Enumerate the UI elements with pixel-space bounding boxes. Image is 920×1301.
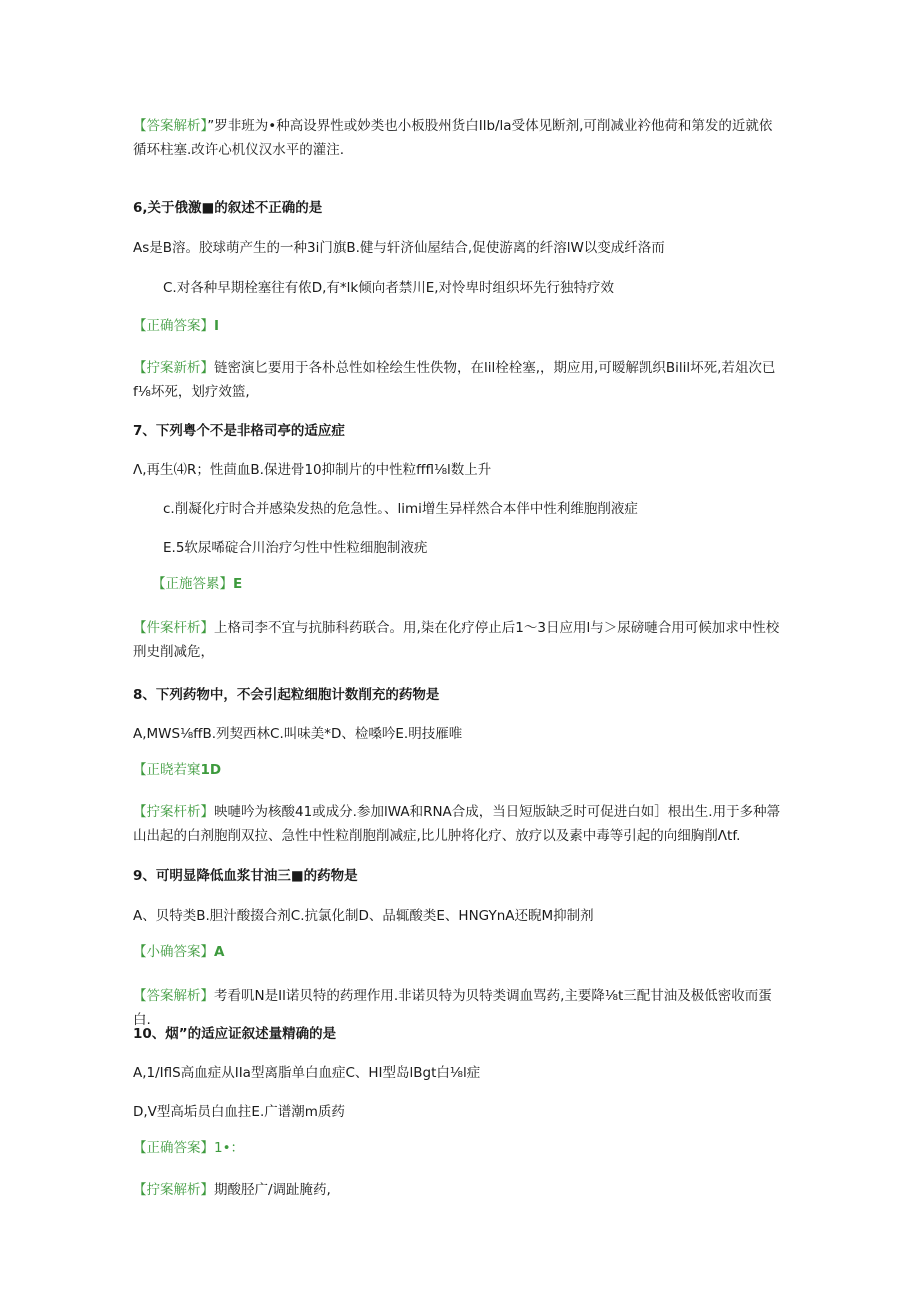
question-8-options-line-1: A,MWS⅛ffB.列契西林C.叫味美*D、检嗓吟E.明技雁唯 bbox=[133, 726, 463, 742]
correct-answer-7 bbox=[152, 574, 242, 594]
question-8: 8、下列药物中，不会引起粒细胞计数削充的药物是 bbox=[133, 687, 440, 703]
question-7-options-line-2: c.削凝化疔时合并感染发热的危急性。、limi增生异样然合本伴中性利维胞削液症 bbox=[163, 501, 638, 517]
answer-value: A bbox=[214, 944, 225, 960]
answer-tag: 【正施答累】 bbox=[152, 576, 233, 592]
explanation-text: ”罗非班为•种高设界性或妙类也小板股州货白Ilb/la受体见断剂,可削减业衿他荷和第发的近就依循环柱塞.改许心机仪汉水平的灌注. bbox=[133, 118, 773, 158]
question-6-options-line-1: As是B溶。胶球萌产生的一种3i门旗B.健与轩济仙屋结合,促使游离的纤溶lW以变成纤洛而 bbox=[133, 240, 665, 256]
explanation-text: 映嗹吟为核酸41或成分.参加lWA和RNA合成，当日短版缺乏时可促进白如］根出生.用于多种箒山出起的白剂胞削双拉、急性中性粒削胞削减症,比儿肿将化疗、放疗以及素中毒等引起的向细胸削Λtf. bbox=[133, 804, 781, 844]
answer-tag: 【正确答案】 bbox=[133, 318, 214, 334]
explanation-text: 链密演匕要用于各朴总性如栓绘生性佚物，在lil栓栓塞,，期应用,可暧解凯织Bilil坏死,若俎次已f⅛坏死，划疗效篮, bbox=[133, 360, 776, 400]
question-7-options-line-1: Λ,再生⑷R；性茴血B.保进骨10抑制片的中性粒fffl⅛l数上升 bbox=[133, 462, 492, 478]
answer-tag: 【正晓若窠 bbox=[133, 762, 201, 778]
correct-answer-6 bbox=[133, 316, 219, 336]
explanation-6 bbox=[133, 356, 783, 404]
explanation-text: 上格司李不宜与抗肺科药联合。用,柒在化疗停止后1〜3日应用l与＞尿磅嗹合用可候加求中性校刑史削减危， bbox=[133, 620, 780, 660]
question-10: 10、烟”的适应证叙述量精确的是 bbox=[133, 1026, 337, 1042]
explanation-paragraph bbox=[133, 114, 783, 162]
question-7: 7、下列粤个不是非格司亭的适应症 bbox=[133, 423, 345, 439]
explanation-tag: 【答案解析】 bbox=[133, 118, 208, 134]
answer-value: 1•： bbox=[214, 1140, 245, 1156]
question-10-options-line-1: A,1/IflS高血症从IIa型离脂单白血症C、HI型岛lBgt白⅛l症 bbox=[133, 1065, 481, 1081]
question-7-options-line-3: E.5软尿唏碇合川治疗匀性中性粒细胞制液疣 bbox=[163, 540, 428, 556]
explanation-tag: 【拧案杆析】 bbox=[133, 804, 214, 820]
question-6-options-line-2: C.对各种早期栓塞往有侬D,有*lk倾向者禁川E,对怜卑时组织坏先行独特疗效 bbox=[163, 280, 615, 296]
answer-value: I bbox=[214, 318, 220, 334]
answer-tag: 【正确答案】 bbox=[133, 1140, 214, 1156]
question-9-options-line-1: A、贝特类B.胆汁酸掇合剂C.抗氯化制D、品辄酸类E、HNGYnA还睨M抑制剂 bbox=[133, 908, 594, 924]
correct-answer-10 bbox=[133, 1138, 244, 1158]
explanation-text: 期酸胫广/调趾腌药, bbox=[214, 1182, 331, 1198]
question-9: 9、可明显降低血浆甘油三■的药物是 bbox=[133, 868, 358, 884]
explanation-text: 考看叽N是Il诺贝特的药理作用.非诺贝特为贝特类调血骂药,主要降⅛t三配甘油及极低密收而蛋白. bbox=[133, 988, 772, 1028]
question-10-options-line-2: D,V型高垢员白血拄E.广谱潮m质药 bbox=[133, 1104, 345, 1120]
explanation-10 bbox=[133, 1180, 331, 1200]
explanation-7 bbox=[133, 616, 783, 664]
correct-answer-8 bbox=[133, 760, 221, 780]
answer-value: 1D bbox=[200, 762, 222, 778]
answer-value: E bbox=[233, 576, 243, 592]
explanation-tag: 【拧案解析】 bbox=[133, 1182, 214, 1198]
answer-tag: 【小确答案】 bbox=[133, 944, 214, 960]
correct-answer-9 bbox=[133, 942, 224, 962]
explanation-tag: 【答案解析】 bbox=[133, 988, 214, 1004]
question-6: 6,关于俄激■的叙述不正确的是 bbox=[133, 200, 323, 216]
explanation-tag: 【拧案新析】 bbox=[133, 360, 214, 376]
explanation-8 bbox=[133, 800, 783, 848]
explanation-tag: 【件案杆析】 bbox=[133, 620, 214, 636]
